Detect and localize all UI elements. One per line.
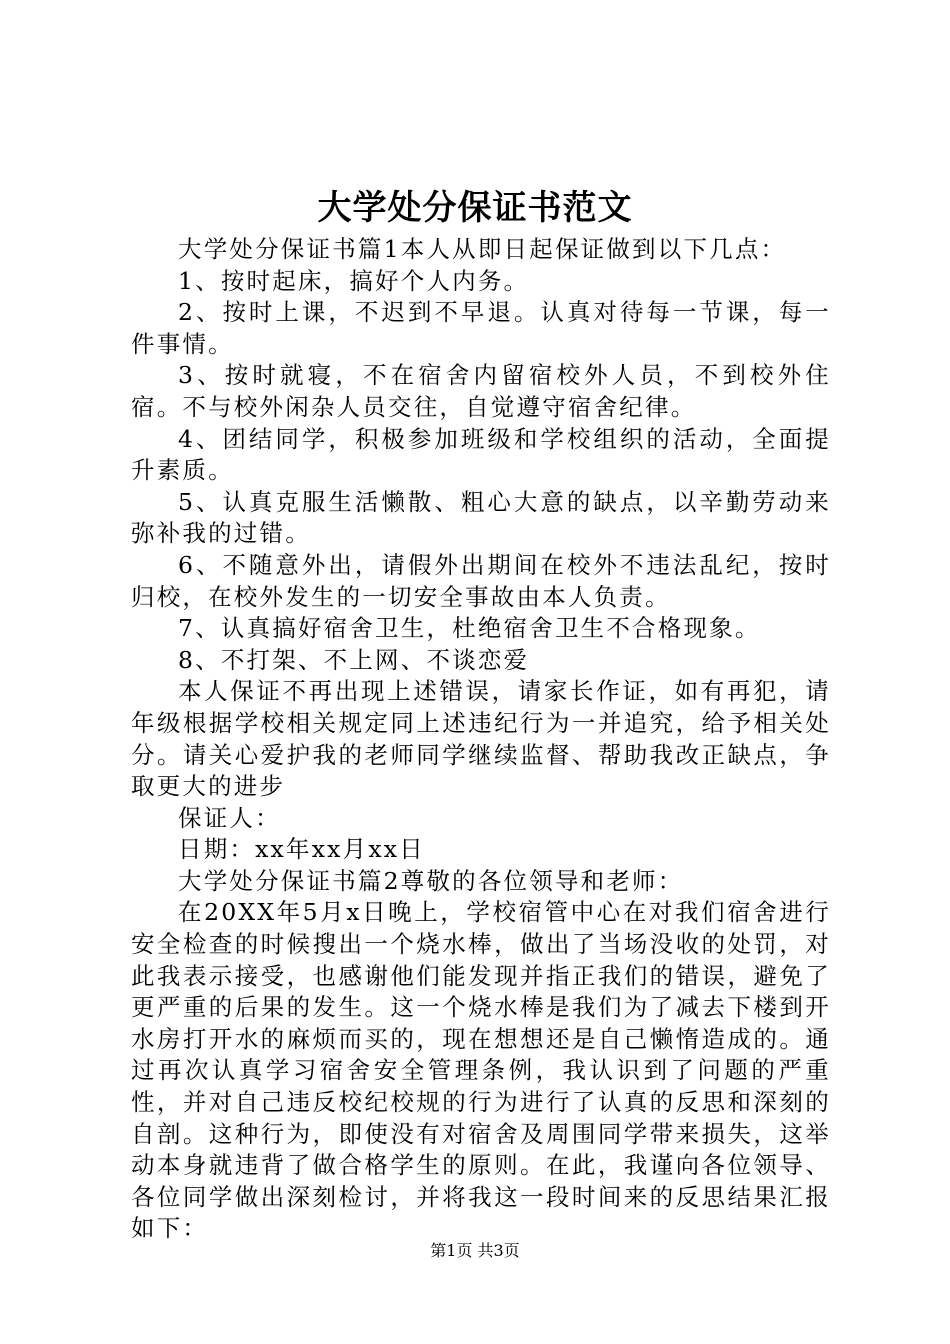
- page-footer: 第1页 共3页: [430, 1241, 520, 1260]
- date-line: 日期：xx年xx月xx日: [178, 835, 425, 864]
- paragraph: 6、不随意外出，请假外出期间在校外不违法乱纪，按时归校，在校外发生的一切安全事故由本人负责。: [131, 550, 831, 611]
- paragraph: 8、不打架、不上网、不谈恋爱: [178, 645, 530, 674]
- paragraph: 4、团结同学，积极参加班级和学校组织的活动，全面提升素质。: [131, 424, 831, 485]
- document-title: 大学处分保证书范文: [317, 188, 633, 228]
- document-body: [131, 234, 831, 1245]
- paragraph: 1、按时起床，搞好个人内务。: [178, 266, 530, 295]
- paragraph: 3、按时就寝，不在宿舍内留宿校外人员，不到校外住宿。不与校外闲杂人员交往，自觉遵守宿舍纪律。: [131, 361, 831, 421]
- paragraph: 大学处分保证书篇2尊敬的各位领导和老师：: [178, 866, 684, 895]
- paragraph: 本人保证不再出现上述错误，请家长作证，如有再犯，请年级根据学校相关规定同上述违纪行为一并追究，给予相关处分。请关心爱护我的老师同学继续监督、帮助我改正缺点，争取更大的进步: [131, 677, 831, 801]
- signature-line: 保证人：: [178, 803, 281, 832]
- paragraph: 7、认真搞好宿舍卫生，杜绝宿舍卫生不合格现象。: [178, 614, 761, 643]
- paragraph: 在20XX年5月x日晚上，学校宿管中心在对我们宿舍进行安全检查的时候搜出一个烧水棒，做出了当场没收的处罚，对此我表示接受，也感谢他们能发现并指正我们的错误，避免了更严重的后果的发生。这一个烧水棒是我们为了减去下楼到开水房打开水的麻烦而买的，现在想想还是自己懒惰造成的。通过再次认真学习宿舍安全管理条例，我认识到了问题的严重性，并对自己违反校纪校规的行为进行了认真的反思和深刻的自剖。这种行为，即使没有对宿舍及周围同学带来损失，这举动本身就违背了做合格学生的原则。在此，我谨向各位领导、各位同学做出深刻检讨，并将我这一段时间来的反思结果汇报如下：: [131, 898, 831, 1243]
- paragraph: 2、按时上课，不迟到不早退。认真对待每一节课，每一件事情。: [131, 298, 831, 358]
- paragraph: 大学处分保证书篇1本人从即日起保证做到以下几点：: [178, 235, 787, 263]
- paragraph: 5、认真克服生活懒散、粗心大意的缺点，以辛勤劳动来弥补我的过错。: [131, 487, 831, 548]
